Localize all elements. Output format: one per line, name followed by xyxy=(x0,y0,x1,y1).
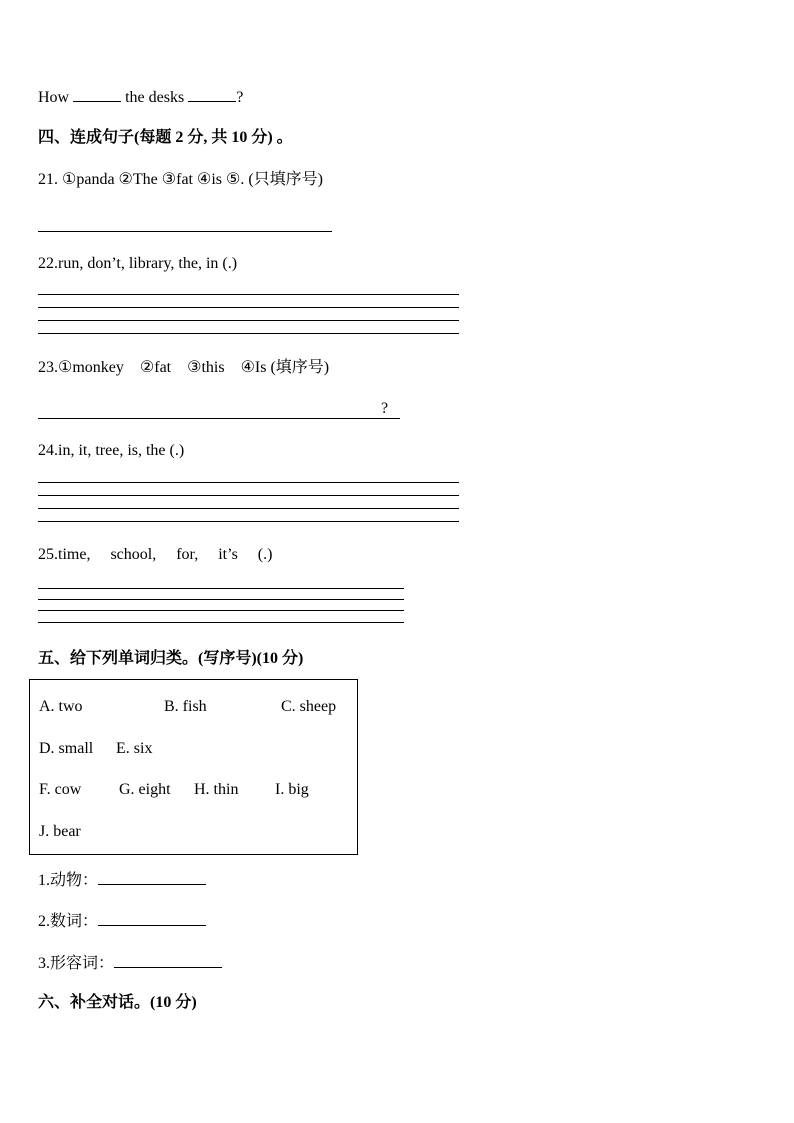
word-h: H. thin xyxy=(194,781,239,798)
category-adjectives-label: 3.形容词： xyxy=(38,955,115,972)
q23-prompt: 23.①monkey ②fat ③this ④Is (填序号) xyxy=(38,359,330,376)
q20-mid: the desks xyxy=(125,89,185,106)
q23-question-mark: ? xyxy=(381,400,389,417)
q20-blank-2[interactable] xyxy=(188,87,236,102)
q22-answer-line-4[interactable] xyxy=(38,333,459,334)
category-numbers xyxy=(38,911,206,932)
word-bank-box xyxy=(29,679,358,855)
word-d: D. small xyxy=(39,740,94,757)
q22-answer-line-2[interactable] xyxy=(38,307,459,308)
section6-heading: 六、补全对话。(10 分) xyxy=(38,994,197,1011)
word-f: F. cow xyxy=(39,781,82,798)
q25-answer-line-3[interactable] xyxy=(38,610,404,611)
word-i: I. big xyxy=(275,781,309,798)
category-adjectives-blank[interactable] xyxy=(114,953,222,968)
q20-pre: How xyxy=(38,89,70,106)
category-numbers-label: 2.数词： xyxy=(38,913,99,930)
q23-answer-line[interactable] xyxy=(38,418,400,419)
q21-prompt: 21. ①panda ②The ③fat ④is ⑤. (只填序号) xyxy=(38,171,324,188)
category-animals-blank[interactable] xyxy=(98,870,206,885)
category-animals xyxy=(38,870,206,891)
category-animals-label: 1.动物： xyxy=(38,872,99,889)
word-a: A. two xyxy=(39,698,83,715)
q21-answer-line[interactable] xyxy=(38,231,332,232)
section4-heading: 四、连成句子(每题 2 分, 共 10 分) 。 xyxy=(38,129,293,146)
q24-answer-line-3[interactable] xyxy=(38,508,459,509)
q25-answer-line-4[interactable] xyxy=(38,622,404,623)
q22-answer-line-1[interactable] xyxy=(38,294,459,295)
word-e: E. six xyxy=(116,740,153,757)
q25-prompt: 25.time, school, for, it’s (.) xyxy=(38,546,273,563)
q25-answer-line-2[interactable] xyxy=(38,599,404,600)
q24-prompt: 24.in, it, tree, is, the (.) xyxy=(38,442,185,459)
q24-answer-line-4[interactable] xyxy=(38,521,459,522)
q22-answer-line-3[interactable] xyxy=(38,320,459,321)
q25-answer-line-1[interactable] xyxy=(38,588,404,589)
q22-prompt: 22.run, don’t, library, the, in (.) xyxy=(38,255,238,272)
q20-blank-1[interactable] xyxy=(73,87,121,102)
category-numbers-blank[interactable] xyxy=(98,911,206,926)
q24-answer-line-2[interactable] xyxy=(38,495,459,496)
word-b: B. fish xyxy=(164,698,207,715)
word-g: G. eight xyxy=(119,781,171,798)
q24-answer-line-1[interactable] xyxy=(38,482,459,483)
category-adjectives xyxy=(38,953,222,974)
q20-post: ? xyxy=(236,89,244,106)
word-j: J. bear xyxy=(39,823,81,840)
section5-heading: 五、给下列单词归类。(写序号)(10 分) xyxy=(38,650,304,667)
word-c: C. sheep xyxy=(281,698,337,715)
q20-sentence xyxy=(38,87,243,108)
